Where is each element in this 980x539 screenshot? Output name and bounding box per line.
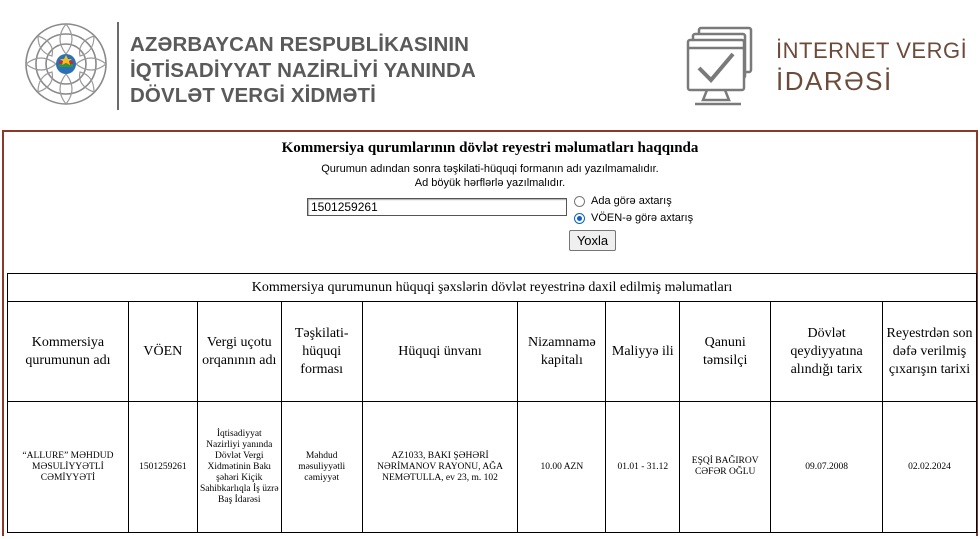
form-note: Ad böyük hərflərlə yazılmalıdır. <box>414 177 566 189</box>
column-header: Təşkilati-hüquqi forması <box>281 302 362 402</box>
cell-address: AZ1033, BAKI ŞƏHƏRİ NƏRİMANOV RAYONU, AĞA NEMƏTULLA, ev 23, m. 102 <box>362 402 518 533</box>
cell-legal-form: Məhdud məsuliyyətli cəmiyyət <box>281 402 362 533</box>
column-header: Kommersiya qurumunun adı <box>8 302 129 402</box>
column-header: Reyestrdən son dəfə verilmiş çıxarışın tarixi <box>883 302 977 402</box>
cell-fiscal-year: 01.01 - 31.12 <box>606 402 680 533</box>
cell-capital: 10.00 AZN <box>518 402 606 533</box>
cell-voen: 1501259261 <box>128 402 197 533</box>
ministry-title-line: DÖVLƏT VERGİ XİDMƏTİ <box>130 84 376 107</box>
column-header: Nizamnamə kapitalı <box>518 302 606 402</box>
radio-button[interactable] <box>574 213 585 224</box>
form-note: Qurumun adından sonra təşkilati-hüquqi formanın adı yazılmamalıdır. <box>321 163 659 175</box>
column-header: Maliyyə ili <box>606 302 680 402</box>
cell-extract-date: 02.02.2024 <box>883 402 977 533</box>
column-header: Qanuni təmsilçi <box>680 302 771 402</box>
column-header: Hüquqi ünvanı <box>362 302 518 402</box>
form-title: Kommersiya qurumlarının dövlət reyestri məlumatları haqqında <box>281 140 699 156</box>
cell-representative: EŞQİ BAĞIROV CƏFƏR OĞLU <box>680 402 771 533</box>
computer-check-icon <box>685 24 763 110</box>
check-button[interactable]: Yoxla <box>569 230 616 251</box>
ministry-title-line: AZƏRBAYCAN RESPUBLİKASININ <box>130 33 470 56</box>
radio-search-by-voen[interactable] <box>574 212 693 224</box>
header-divider <box>117 22 119 110</box>
cell-company-name: “ALLURE” MƏHDUD MƏSULİYYƏTLİ CƏMİYYƏTİ <box>8 402 129 533</box>
table-header-row <box>8 302 977 402</box>
ministry-title <box>130 32 476 109</box>
portal-title <box>776 36 967 96</box>
state-emblem-icon <box>22 20 110 108</box>
search-form <box>4 132 976 272</box>
site-header <box>0 0 980 128</box>
cell-registration-date: 09.07.2008 <box>771 402 883 533</box>
cell-tax-office: İqtisadiyyat Nazirliyi yanında Dövlət Vergi Xidmətinin Bakı şəhəri Kiçik Sahibkarlıqla İş üzrə Baş İdarəsi <box>197 402 281 533</box>
radio-button[interactable] <box>574 196 585 207</box>
radio-search-by-name[interactable] <box>574 195 672 207</box>
portal-title-line: İNTERNET VERGİ <box>776 38 968 63</box>
column-header: Vergi uçotu orqanının adı <box>197 302 281 402</box>
column-header: Dövlət qeydiyyatına alındığı tarix <box>771 302 883 402</box>
radio-label: Ada görə axtarış <box>591 195 672 207</box>
table-caption: Kommersiya qurumunun hüquqi şəxslərin dövlət reyestrinə daxil edilmiş məlumatları <box>8 274 977 302</box>
column-header: VÖEN <box>128 302 197 402</box>
ministry-title-line: İQTİSADİYYAT NAZİRLİYİ YANINDA <box>130 58 476 82</box>
main-frame <box>2 130 978 536</box>
search-input[interactable] <box>307 198 567 216</box>
radio-label: VÖEN-ə görə axtarış <box>591 212 694 224</box>
results-table <box>7 273 977 533</box>
table-row <box>8 402 977 533</box>
portal-title-line: İDARƏSİ <box>776 66 893 96</box>
